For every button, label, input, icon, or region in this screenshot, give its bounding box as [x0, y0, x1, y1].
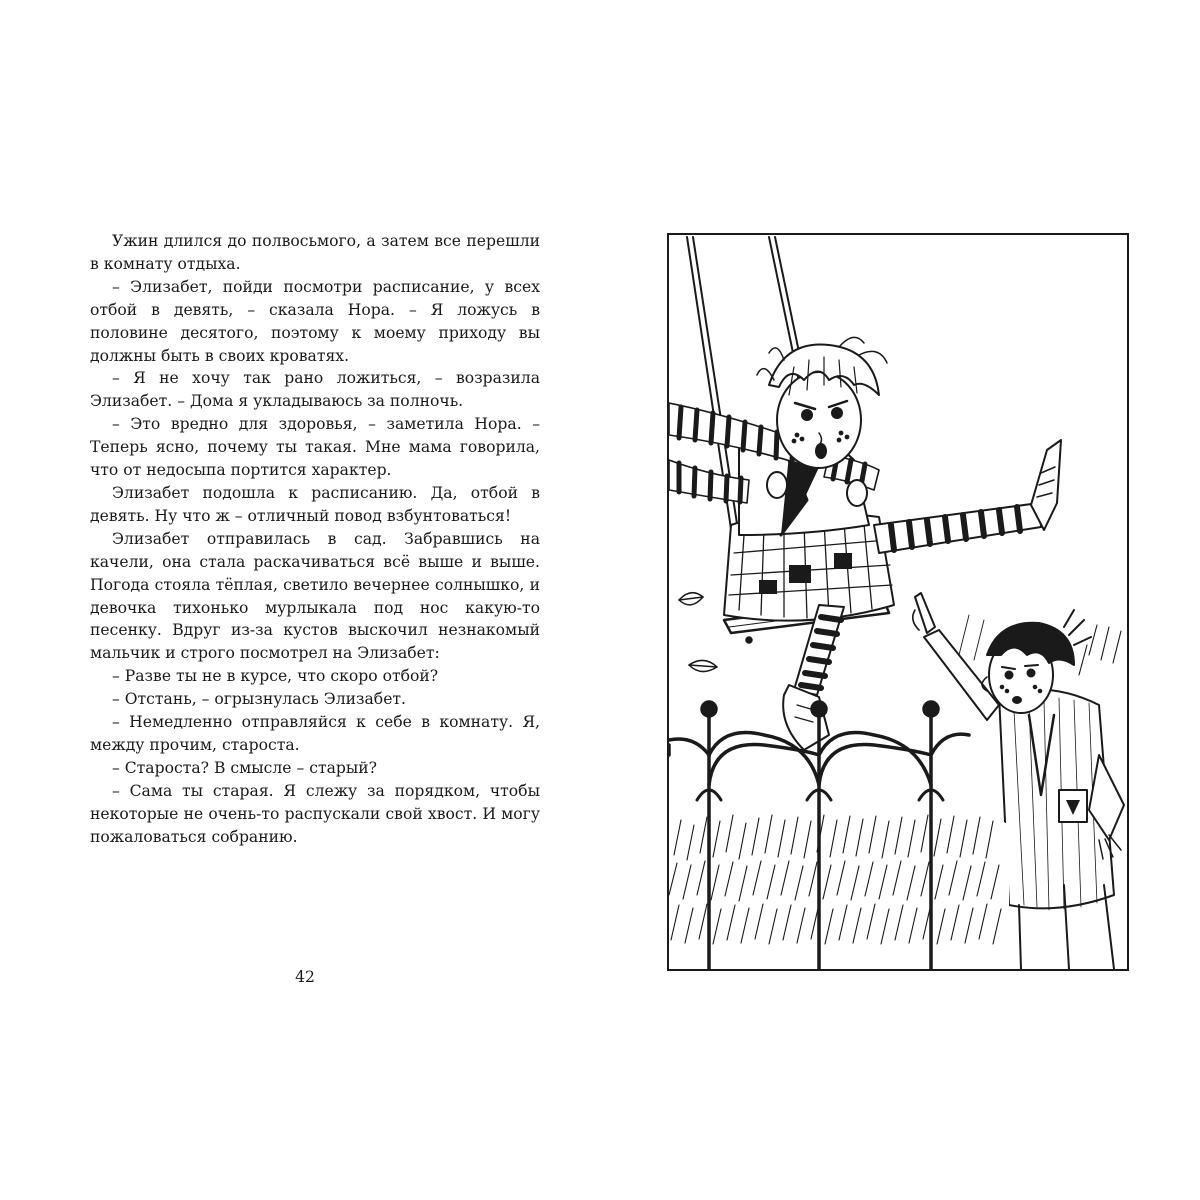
paragraph-11: – Сама ты старая. Я слежу за порядком, чтобы некоторые не очень-то распускали свой хвост. И могу пожаловаться собранию. — [90, 781, 540, 846]
paragraph-5: Элизабет подошла к расписанию. Да, отбой в девять. Ну что ж – отличный повод взбунтоваться! — [90, 483, 540, 525]
boy-body — [999, 689, 1114, 969]
boy-pointing-arm — [913, 593, 999, 720]
girl-leg-dangling — [783, 605, 844, 750]
paragraph-2: – Элизабет, пойди посмотри расписание, у всех отбой в девять, – сказала Нора. – Я ложусь в половине десятого, поэтому к моему приходу вы должны быть в своих кроватях. — [90, 277, 540, 365]
girl-leg-extended — [874, 440, 1061, 553]
body-text — [90, 230, 540, 848]
swing-scene-drawing — [669, 235, 1127, 969]
paragraph-8: – Отстань, – огрызнулась Элизабет. — [112, 690, 407, 709]
left-page — [90, 230, 540, 848]
paragraph-3: – Я не хочу так рано ложиться, – возразила Элизабет. – Дома я укладываюсь за полночь. — [90, 369, 540, 411]
paragraph-4: – Это вредно для здоровья, – заметила Нора. – Теперь ясно, почему ты такая. Мне мама говорила, что от недосыпа портится характер. — [90, 415, 540, 480]
page-number: 42 — [295, 968, 315, 986]
illustration-swing-scene — [667, 233, 1129, 971]
paragraph-7: – Разве ты не в курсе, что скоро отбой? — [112, 667, 439, 686]
paragraph-1: Ужин длился до полвосьмого, а затем все перешли в комнату отдыха. — [90, 232, 540, 273]
paragraph-10: – Староста? В смысле – старый? — [112, 758, 378, 777]
paragraph-6: Элизабет отправилась в сад. Забравшись на качели, она стала раскачиваться всё выше и выше. Погода стояла тёплая, светило вечернее солнышко, и девочка тихонько мурлыкала под нос какую-то песенку. Вдруг из-за кустов выскочил незнакомый мальчик и строго посмотрел на Элизабет: — [90, 529, 540, 663]
paragraph-9: – Немедленно отправляйся к себе в комнату. Я, между прочим, староста. — [90, 713, 540, 754]
